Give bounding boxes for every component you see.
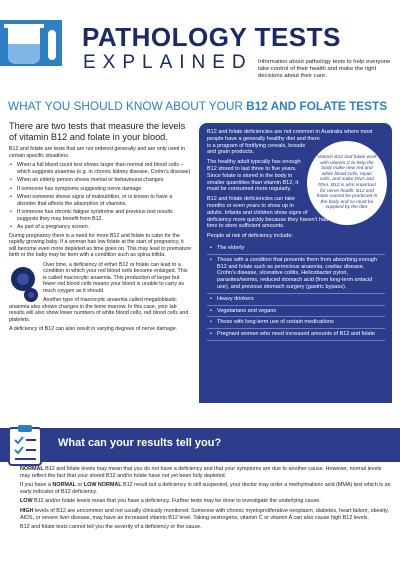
results-body [20, 466, 392, 534]
paragraph: A deficiency of B12 can also result in varying degrees of nerve damage. [9, 326, 178, 332]
lead-paragraph: There are two tests that measure the levels of vitamin B12 and folate in your blood. [9, 121, 186, 142]
test-tube-logo-icon [0, 16, 74, 72]
page-header [0, 0, 400, 92]
list-item: • If someone has symptoms suggesting nerve damage [9, 186, 192, 193]
intro-text: Information about pathology tests to help everyone take control of their health and make the right decisions about their care. [258, 59, 391, 80]
list-item: • Those with a condition that prevents them from absorbing enough B12 and folate such as pernicious anaemia, coeliac disease, Crohn's disease, ulcerative colitis, Helicobacter pylori, parasites/worms, reduced stomach acid (from long-term antacid use), and previous stomach surgery (gastric bypass). [207, 255, 385, 294]
paragraph: Another type of macrocytic anaemia called megaloblastic anaemia also shows changes in the bone marrow. In this case, your lab results will also show lower numbers of white blood cells, red blood cells and platelets. [9, 297, 189, 323]
page-title: PATHOLOGY TESTS [82, 22, 341, 52]
info-panel [199, 123, 392, 403]
paragraph: Over time, a deficiency of either B12 or folate can lead to a condition in which your red blood cells become enlarged. This is called macrocytic anaemia. This production of larger but fewer red blood cells means your blood is unable to carry as much oxygen as it should. [9, 262, 192, 295]
paragraph: During pregnancy there is a need for more B12 and folate to cater for the rapidly growing baby. If a woman has low folate at the start of pregnancy, it will become even more depleted as time goes on. This may lead to premature birth or the baby may be born with a condition such as spina bifida. [9, 232, 192, 258]
list-item: • The elderly [207, 243, 385, 255]
result-normal: NORMAL B12 and folate levels may mean that you do not have a deficiency and that your symptoms are due to another cause. However, normal levels may reflect the fact that your stored B12 and/or folate have not yet been fully depleted. [20, 466, 382, 479]
risk-list [207, 243, 385, 341]
red-blood-cell-icon [9, 263, 39, 303]
clipboard-icon [8, 424, 42, 466]
risk-intro: People at risk of deficiency include: [207, 233, 293, 240]
list-item: • If someone has chronic fatigue syndrome and previous test results suggests they may benefit from B12. [9, 209, 192, 222]
paragraph: B12 and folate deficiencies are not common in Australia where most people have a generally healthy diet and there is a program of fortifying cereals, breads and grain products. [207, 129, 373, 156]
vitamin-note-callout: Vitamin B12 and folate work with vitamin C to help the body make new red and white blood cells, repair cells, and make DNA and RNA. B12 is also important for nerve health. B12 and folate cannot be produced in the body and so must be supplied by the diet. [307, 141, 387, 225]
list-item: • Heavy drinkers [207, 294, 385, 306]
result-low: LOW B12 and/or folate levels mean that you have a deficiency. Further tests may be done to investigate the underlying cause. [20, 498, 321, 505]
results-title: What can your results tell you? [58, 437, 222, 449]
paragraph: B12 and folate are tests that are not ordered generally and are only used in certain specific situations. [9, 146, 186, 159]
list-item: • Pregnant women who need increased amounts of B12 and folate [207, 329, 385, 341]
indication-list [9, 162, 192, 231]
paragraph: B12 and folate deficiencies can take months or even years to show up in adults. Infants and children show signs of deficiency more quickly because they haven't had time to store sufficient amounts. [207, 196, 328, 230]
section-title: WHAT YOU SHOULD KNOW ABOUT YOUR B12 AND FOLATE TESTS [8, 99, 388, 113]
list-item: • When a full blood count test shows larger than normal red blood cells – which suggests anaemia (e.g. in chronic kidney disease, Crohn's disease) [9, 162, 192, 175]
left-column [9, 121, 192, 336]
result-low-normal: If you have a NORMAL or LOW NORMAL B12 result but a deficiency is still suspected, your doctor may order a methylmalonic acid (MMA) test which is an early indicator of B12 deficiency. [20, 482, 391, 495]
page-subtitle: EXPLAINED [83, 52, 253, 73]
list-item: • Vegetarians and vegans [207, 306, 385, 318]
list-item: • When an elderly person shows mental or behavioural changes [9, 177, 192, 184]
result-limitation: B12 and folate tests cannot tell you the severity of a deficiency or the cause. [20, 524, 202, 531]
list-item: • When someone shows signs of malnutrition, or is known to have a disorder that affects the absorption of vitamins. [9, 194, 192, 207]
paragraph: The healthy adult typically has enough B12 stored to last three to five years. Since folate is stored in the body in smaller quantities than vitamin B12, it must be consumed more regularly. [207, 159, 301, 193]
result-high: HIGH levels of B12 are uncommon and not usually clinically monitored. Someone with chronic myeloproliferative neoplasm, diabetes, heart failure, obesity, AIDS, or severe liver disease, may have an increased vitamin B12 level. Taking oestrogens, vitamin C or vitamin A can also cause high B12 levels. [20, 507, 389, 521]
list-item: • As part of a pregnancy screen. [9, 224, 192, 231]
list-item: • Those with long-term use of certain medications [207, 317, 385, 329]
